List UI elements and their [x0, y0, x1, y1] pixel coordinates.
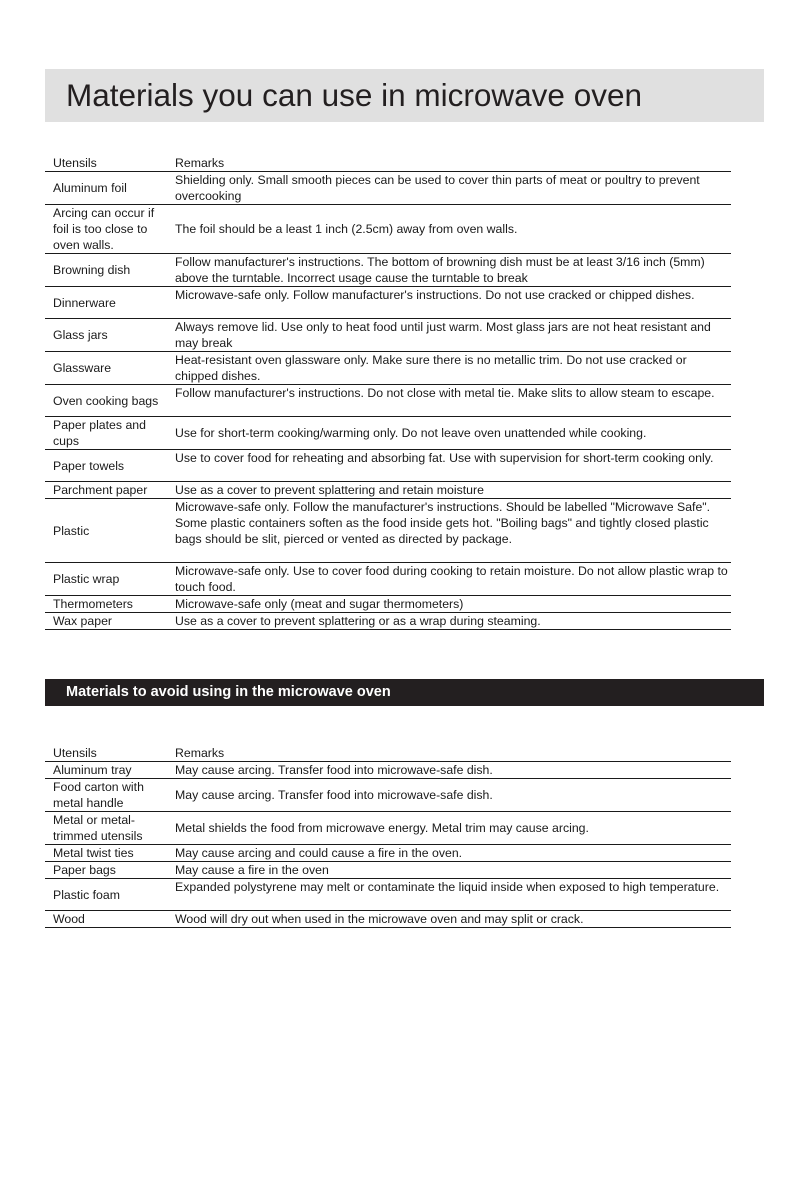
remark-cell — [167, 499, 731, 563]
table-row — [45, 482, 731, 499]
column-header-remarks: Remarks — [175, 156, 225, 170]
utensil-cell: Oven cooking bags — [45, 385, 167, 417]
table-row — [45, 205, 731, 254]
table-row — [45, 499, 731, 563]
remark-cell: Heat-resistant oven glassware only. Make sure there is no metallic trim. Do not use cracked or chipped dishes. — [167, 352, 731, 385]
utensil-cell: Wax paper — [45, 613, 167, 630]
remark-cell: Follow manufacturer's instructions. The bottom of browning dish must be at least 3/16 inch (5mm) above the turntable. Incorrect usage cause the turntable to break — [167, 254, 731, 287]
utensil-cell: Arcing can occur if foil is too close to oven walls. — [45, 205, 167, 254]
remark-cell: Always remove lid. Use only to heat food until just warm. Most glass jars are not heat resistant and may break — [167, 319, 731, 352]
table-row — [45, 563, 731, 596]
column-header-remarks: Remarks — [175, 746, 225, 760]
utensil-cell: Paper towels — [45, 450, 167, 482]
utensil-cell: Paper plates and cups — [45, 417, 167, 450]
utensil-cell: Browning dish — [45, 254, 167, 287]
table-row — [45, 254, 731, 287]
table-row — [45, 385, 731, 417]
utensil-cell: Aluminum foil — [45, 172, 167, 205]
remark-cell: Microwave-safe only (meat and sugar thermometers) — [167, 596, 731, 613]
remark-line: Some plastic containers soften as the food inside gets hot. "Boiling bags" and tightly closed plastic bags should be slit, pierced or vented as directed by package. — [175, 516, 709, 546]
remark-cell: May cause arcing. Transfer food into microwave-safe dish. — [167, 779, 731, 812]
utensil-cell: Aluminum tray — [45, 762, 167, 779]
section-title: Materials to avoid using in the microwave oven — [66, 684, 391, 700]
utensil-cell: Plastic foam — [45, 879, 167, 911]
remark-cell: Use as a cover to prevent splattering and retain moisture — [167, 482, 731, 499]
remark-cell: Microwave-safe only. Follow manufacturer's instructions. Do not use cracked or chipped dishes. — [167, 287, 731, 319]
remark-line: Microwave-safe only. Follow the manufacturer's instructions. Should be labelled "Microwave Safe". — [175, 500, 711, 514]
table-row — [45, 762, 731, 779]
table-row — [45, 779, 731, 812]
table-row — [45, 172, 731, 205]
remark-cell: The foil should be a least 1 inch (2.5cm) away from oven walls. — [167, 205, 731, 254]
utensil-cell: Thermometers — [45, 596, 167, 613]
remark-cell: May cause arcing and could cause a fire in the oven. — [167, 845, 731, 862]
table-row — [45, 879, 731, 911]
table-row — [45, 287, 731, 319]
remark-cell: Shielding only. Small smooth pieces can be used to cover thin parts of meat or poultry to prevent overcooking — [167, 172, 731, 205]
utensil-cell: Metal or metal-trimmed utensils — [45, 812, 167, 845]
safe-materials-table — [45, 155, 731, 630]
remark-cell: Metal shields the food from microwave energy. Metal trim may cause arcing. — [167, 812, 731, 845]
remark-cell: Use as a cover to prevent splattering or as a wrap during steaming. — [167, 613, 731, 630]
section-title: Materials you can use in microwave oven — [66, 77, 643, 113]
table-row — [45, 845, 731, 862]
utensil-cell: Glass jars — [45, 319, 167, 352]
table-row — [45, 352, 731, 385]
table-row — [45, 613, 731, 630]
utensil-cell: Paper bags — [45, 862, 167, 879]
table-row — [45, 812, 731, 845]
column-header-utensils: Utensils — [53, 156, 97, 170]
remark-cell: Use for short-term cooking/warming only. Do not leave oven unattended while cooking. — [167, 417, 731, 450]
table-row — [45, 862, 731, 879]
table-row — [45, 319, 731, 352]
remark-cell: Expanded polystyrene may melt or contaminate the liquid inside when exposed to high temperature. — [167, 879, 731, 911]
section-header-safe-materials — [45, 69, 764, 122]
table-row — [45, 417, 731, 450]
table-header-row — [45, 745, 731, 762]
utensil-cell: Dinnerware — [45, 287, 167, 319]
remark-cell: Follow manufacturer's instructions. Do not close with metal tie. Make slits to allow steam to escape. — [167, 385, 731, 417]
utensil-cell: Plastic wrap — [45, 563, 167, 596]
table-row — [45, 450, 731, 482]
section-header-avoid-materials — [45, 679, 764, 706]
utensil-cell: Glassware — [45, 352, 167, 385]
remark-cell: Wood will dry out when used in the microwave oven and may split or crack. — [167, 911, 731, 928]
column-header-utensils: Utensils — [53, 746, 97, 760]
remark-cell: May cause arcing. Transfer food into microwave-safe dish. — [167, 762, 731, 779]
utensil-cell: Plastic — [45, 499, 167, 563]
remark-cell: Microwave-safe only. Use to cover food during cooking to retain moisture. Do not allow plastic wrap to touch food. — [167, 563, 731, 596]
utensil-cell: Wood — [45, 911, 167, 928]
utensil-cell: Parchment paper — [45, 482, 167, 499]
avoid-materials-table — [45, 745, 731, 928]
table-row — [45, 911, 731, 928]
remark-cell: May cause a fire in the oven — [167, 862, 731, 879]
table-header-row — [45, 155, 731, 172]
utensil-cell: Metal twist ties — [45, 845, 167, 862]
table-row — [45, 596, 731, 613]
utensil-cell: Food carton with metal handle — [45, 779, 167, 812]
remark-cell: Use to cover food for reheating and absorbing fat. Use with supervision for short-term cooking only. — [167, 450, 731, 482]
